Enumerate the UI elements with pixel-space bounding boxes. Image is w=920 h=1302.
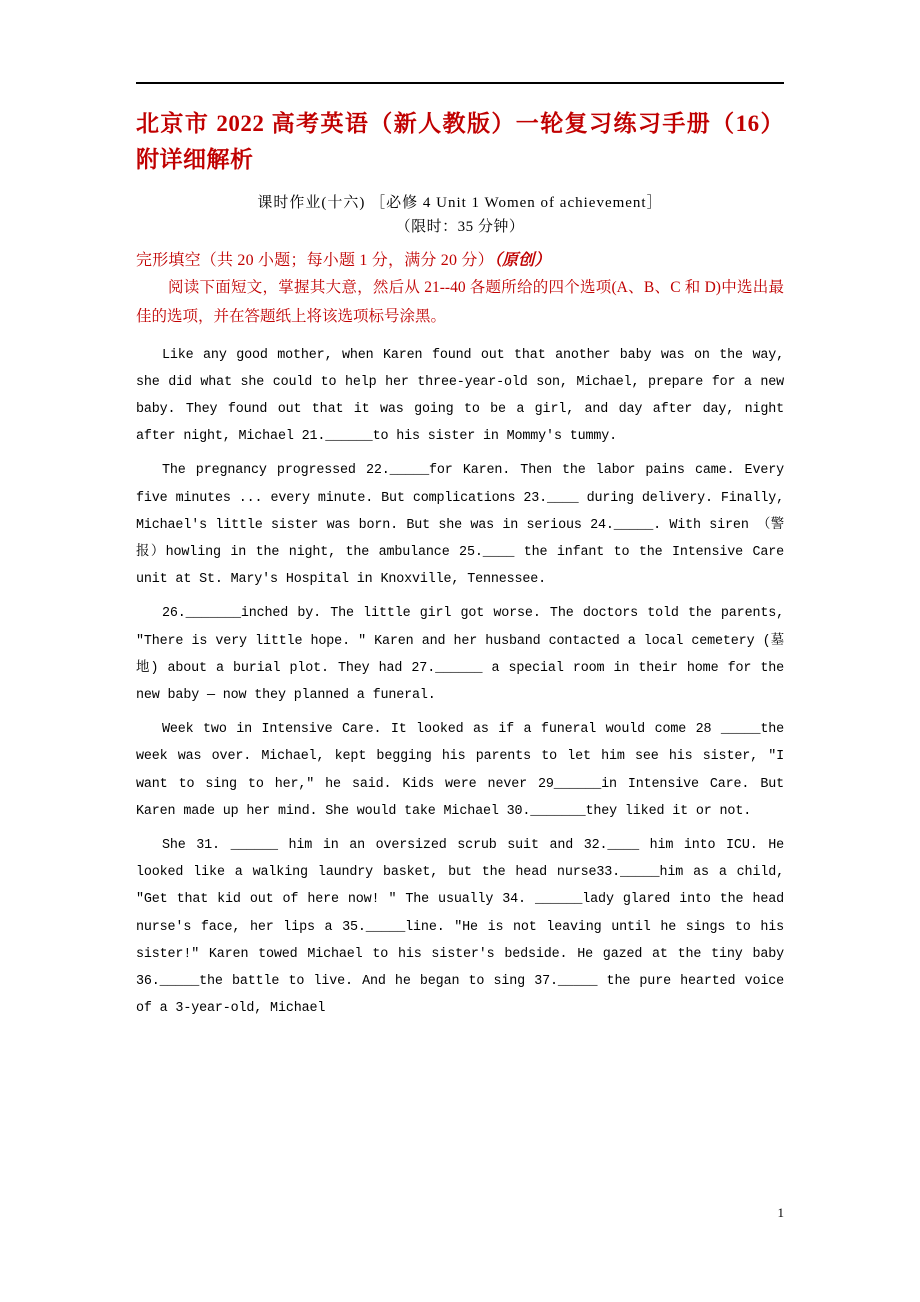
assignment-unit-line: 课时作业(十六) ［必修 4 Unit 1 Women of achievement］ — [257, 195, 663, 212]
passage-paragraph: Week two in Intensive Care. It looked as if a funeral would come 28 _____the week was over. Michael, kept begging his parents to let him see his sister, "I want to sing to her," he said. Kids were never 29______in Intensive Care. But Karen made up her mind. She would take Michael 30._______they liked it or not. — [136, 722, 784, 819]
assignment-time-limit: （限时：35 分钟） — [395, 219, 525, 236]
passage-paragraph: 26._______inched by. The little girl got worse. The doctors told the parents, "There is very little hope. " Karen and her husband contacted a local cemetery (墓地) about a burial plot. They had 27.______ a special room in their home for the new baby — now they planned a funeral. — [136, 606, 784, 704]
section-heading-text: 完形填空（共 20 小题；每小题 1 分，满分 20 分） — [136, 252, 494, 270]
section-heading — [136, 247, 784, 270]
header-divider — [136, 82, 784, 84]
assignment-header — [136, 191, 784, 239]
passage-paragraph: The pregnancy progressed 22._____for Karen. Then the labor pains came. Every five minutes ... every minute. But complications 23.____ during delivery. Finally, Michael's little sister was born. But she was in serious 24._____. With siren （警报）howling in the night, the ambulance 25.____ the infant to the Intensive Care unit at St. Mary's Hospital in Knoxville, Tennessee. — [136, 463, 784, 588]
section-heading-tag: （原创） — [493, 252, 551, 270]
section-instruction: 阅读下面短文，掌握其大意，然后从 21--40 各题所给的四个选项(A、B、C 和 D)中选出最佳的选项，并在答题纸上将该选项标号涂黑。 — [136, 279, 784, 325]
passage-paragraph: She 31. ______ him in an oversized scrub suit and 32.____ him into ICU. He looked like a walking laundry basket, but the head nurse33._____him as a child, "Get that kid out of here now! " The usually 34. ______lady glared into the head nurse's face, her lips a 35._____line. "He is not leaving until he sings to his sister!" Karen towed Michael to his sister's bedside. He gazed at the tiny baby 36._____the battle to live. And he began to sing 37._____ the pure hearted voice of a 3-year-old, Michael — [136, 838, 784, 1017]
page-title: 北京市 2022 高考英语（新人教版）一轮复习练习手册（16）附详细解析 — [136, 111, 784, 172]
passage-paragraph: Like any good mother, when Karen found out that another baby was on the way, she did what she could to help her three-year-old son, Michael, prepare for a new baby. They found out that it was going to be a girl, and day after day, night after night, Michael 21.______to his sister in Mommy's tummy. — [136, 347, 784, 445]
page-number: 1 — [777, 1205, 784, 1220]
